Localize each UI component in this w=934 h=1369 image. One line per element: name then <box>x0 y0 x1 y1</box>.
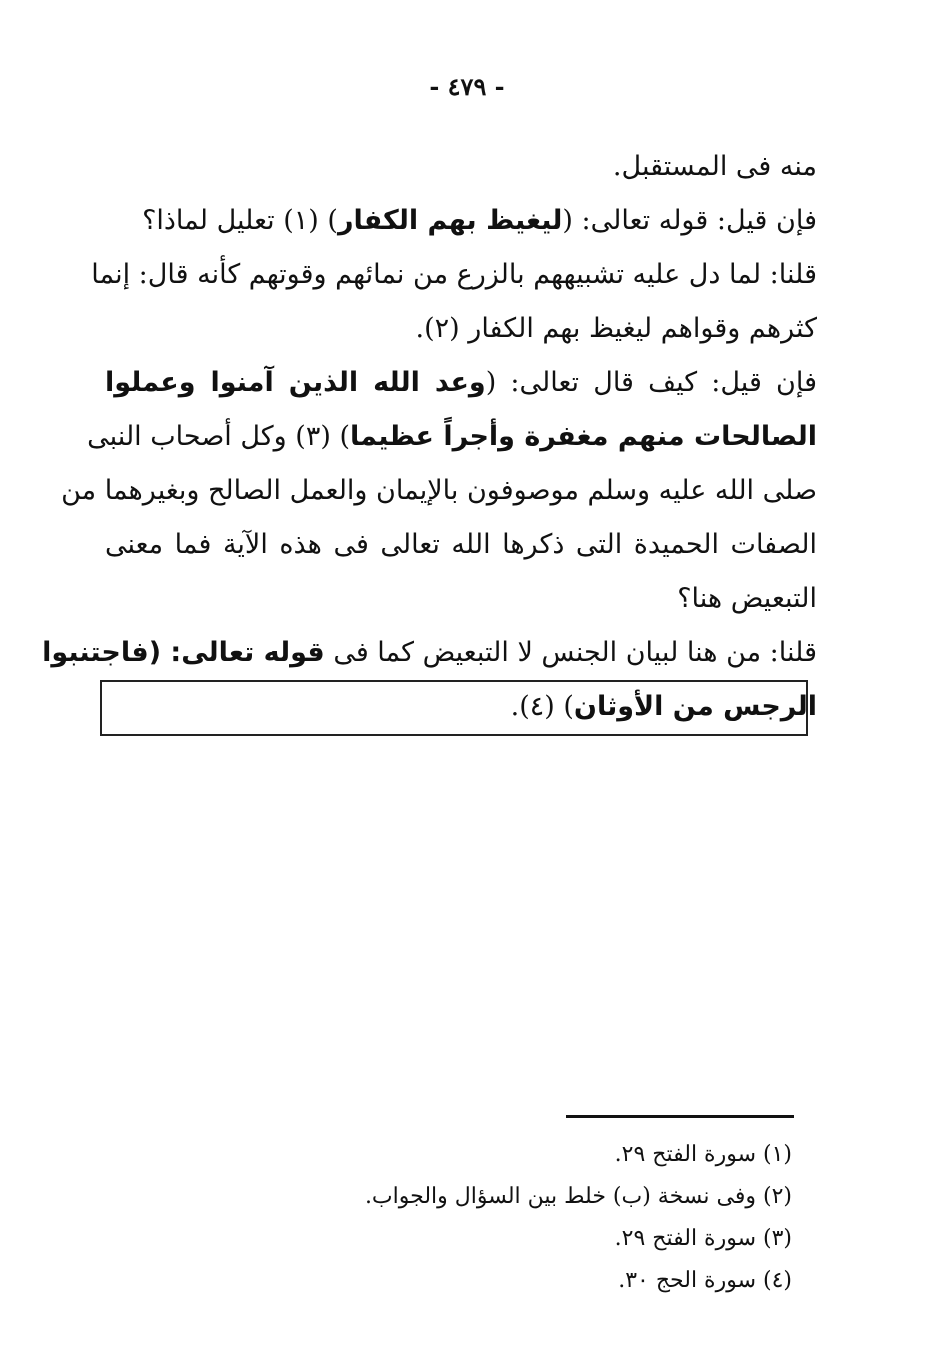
quran-quote: الرجس من الأوثان <box>573 691 817 722</box>
text-line-4: كثرهم وقواهم ليغيظ بهم الكفار (٢). <box>415 313 817 344</box>
body-text <box>42 140 817 734</box>
answer-intro: قلنا: من هنا لبيان الجنس لا التبعيض كما فى <box>324 637 817 668</box>
text-line-6 <box>87 410 817 464</box>
text-continuation: ) (٣) وكل أصحاب النبى <box>87 421 350 452</box>
text-line-10 <box>42 626 817 680</box>
text-line-9: التبعيض هنا؟ <box>677 583 817 614</box>
footnote-2: (٢) وفى نسخة (ب) خلط بين السؤال والجواب. <box>364 1184 792 1209</box>
text-continuation: ) (٤). <box>510 691 574 722</box>
question-end: ) (١) تعليل لماذا؟ <box>142 205 338 236</box>
quran-quote: قوله تعالى: (فاجتنبوا <box>42 637 325 668</box>
footnote-1: (١) سورة الفتح ٢٩. <box>614 1142 792 1167</box>
question-intro: فإن قيل: كيف قال تعالى: ( <box>485 367 817 398</box>
quran-quote: ليغيظ بهم الكفار <box>337 205 563 236</box>
text-line-8: الصفات الحميدة التى ذكرها الله تعالى فى هذه الآية فما معنى <box>105 529 817 560</box>
footnote-4: (٤) سورة الحج ٣٠. <box>618 1268 792 1293</box>
quran-quote: وعد الله الذين آمنوا وعملوا <box>105 367 486 398</box>
footnotes <box>300 1134 792 1302</box>
text-line-2 <box>105 194 817 248</box>
empty-box <box>100 680 808 736</box>
text-line-1: منه فى المستقبل. <box>612 151 817 182</box>
footnote-divider <box>566 1115 794 1118</box>
footnote-3: (٣) سورة الفتح ٢٩. <box>614 1226 792 1251</box>
page-number: - ٤٧٩ - <box>429 72 505 101</box>
text-line-5 <box>105 356 817 410</box>
text-line-7: صلى الله عليه وسلم موصوفون بالإيمان والعمل الصالح وبغيرهما من <box>61 475 817 506</box>
quran-quote: الصالحات منهم مغفرة وأجراً عظيما <box>349 421 817 452</box>
question-intro: فإن قيل: قوله تعالى: ( <box>562 205 817 236</box>
text-line-3: قلنا: لما دل عليه تشبيههم بالزرع من نمائهم وقوتهم كأنه قال: إنما <box>91 259 817 290</box>
